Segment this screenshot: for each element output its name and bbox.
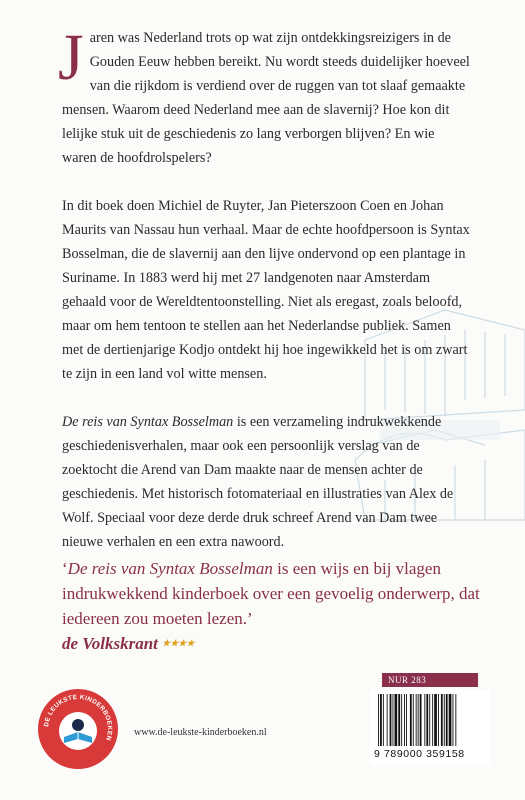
quote-source: de Volkskrant ★★★★: [62, 634, 195, 653]
about-paragraph: [62, 410, 472, 554]
quote-text: ‘De reis van Syntax Bosselman is een wijs en bij vlagen indrukwekkend kinderboek over een gevoelig onderwerp, dat iedereen zou moeten lezen.’: [62, 559, 480, 628]
nur-code: NUR 283: [382, 673, 478, 687]
dropcap-letter: J: [58, 21, 84, 94]
book-title-italic: De reis van Syntax Bosselman: [62, 414, 234, 430]
leukste-kinderboeken-logo: [34, 685, 122, 773]
barcode: [370, 690, 490, 765]
back-cover-text: [58, 21, 472, 554]
intro-text: aren was Nederland trots op wat zijn ontdekkingsreizigers in de Gouden Eeuw hebben bereikt. Nu wordt steeds duidelijker hoeveel van die rijkdom is verdiend over de ruggen van tot slaaf gemaakte mensen. Waarom deed Nederland mee aan de slavernij? Hoe kon dit lelijke stuk uit de geschiedenis zo lang verborgen blijven? En wie waren de hoofdrolspelers?: [62, 30, 470, 166]
rating-stars-icon: ★★★★: [162, 638, 195, 648]
website-url[interactable]: www.de-leukste-kinderboeken.nl: [134, 727, 267, 738]
intro-paragraph: [58, 21, 472, 170]
quote-book-title: De reis van Syntax Bosselman: [67, 559, 273, 578]
logo-ring-text: DE LEUKSTE KINDERBOEKEN: [43, 693, 114, 742]
synopsis-paragraph: In dit boek doen Michiel de Ruyter, Jan Pieterszoon Coen en Johan Maurits van Nassau hun verhaal. Maar de echte hoofdpersoon is Syntax Bosselman, die de slavernij aan den lijve ondervond op een plantage in Suriname. In 1883 werd hij met 27 landgenoten naar Amsterdam gehaald voor de Wereldtentoonstelling. Niet als eregast, zoals beloofd, maar om hem tentoon te stellen aan het Nederlandse publiek. Samen met de dertienjarige Kodjo ontdekt hij hoe ingewikkeld het is om zwart te zijn in een land vol witte mensen.: [62, 198, 470, 382]
barcode-bars: [376, 694, 484, 746]
review-quote: [62, 556, 492, 656]
isbn-number: 9 789000 359158: [374, 748, 465, 760]
about-text: is een verzameling indrukwekkende geschiedenisverhalen, maar ook een persoonlijk verslag van de zoektocht die Arend van Dam maakte naar de mensen achter de geschiedenis. Met historisch fotomateriaal en illustraties van Alex de Wolf. Speciaal voor deze derde druk schreef Arend van Dam twee nieuwe verhalen en een extra nawoord.: [62, 414, 454, 550]
